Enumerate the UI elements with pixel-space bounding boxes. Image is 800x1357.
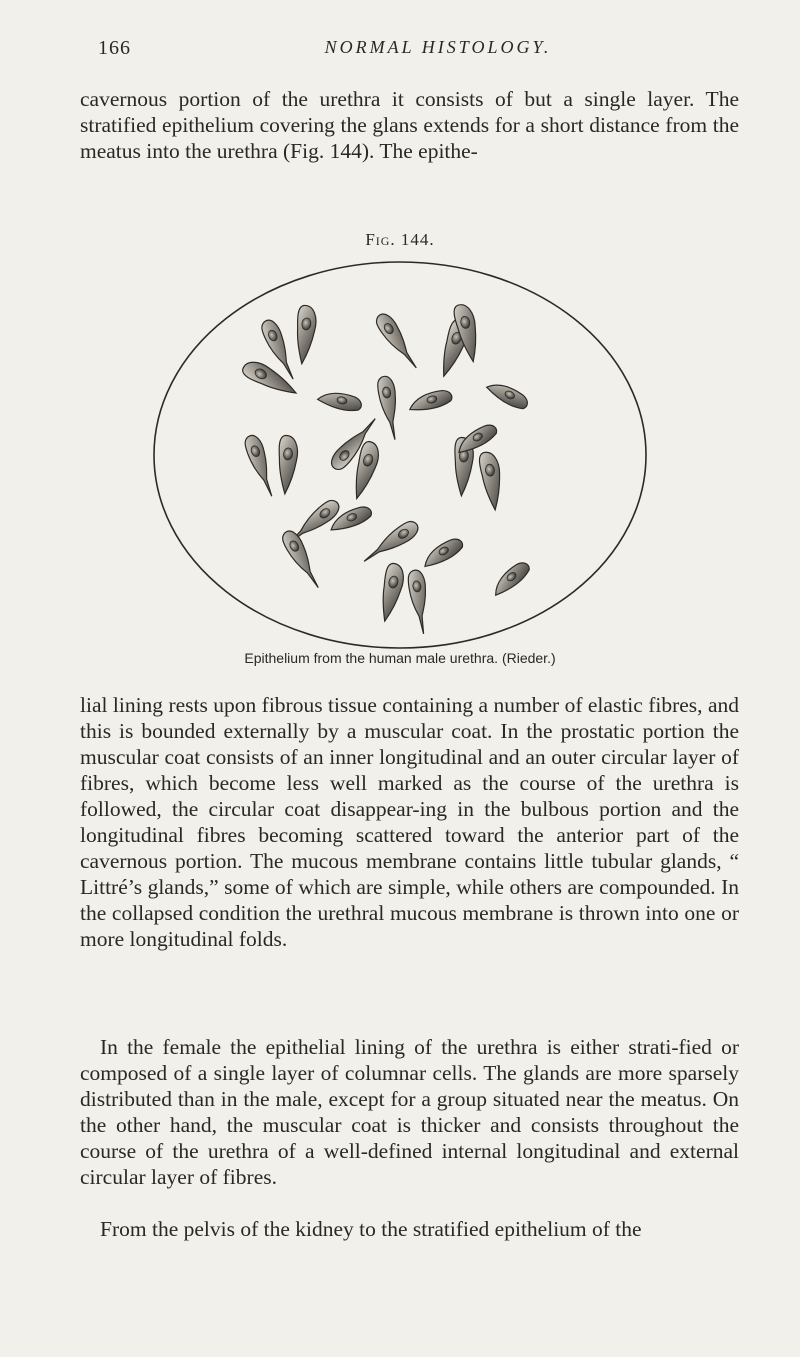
figure-caption: Epithelium from the human male urethra. (Rieder.) xyxy=(244,650,556,666)
paragraph-2: lial lining rests upon fibrous tissue containing a number of elastic fibres, and this is bounded externally by a muscular coat. In the prostatic portion the muscular coat consists of an inner longitudinal and an outer circular layer of fibres, which become less well marked as the course of the urethra is followed, the circular coat disappear-ing in the bulbous portion and the longitudinal fibres becoming scattered toward the anterior part of the cavernous portion. The mucous membrane contains little tubular glands, “ Littré’s glands,” some of which are simple, while others are compounded. In the collapsed condition the urethral mucous membrane is thrown into one or more longitudinal folds. xyxy=(80,693,739,951)
paragraph-1: cavernous portion of the urethra it consists of but a single layer. The stratified epithelium covering the glans extends for a short distance from the meatus into the urethra (Fig. 144). The epithe- xyxy=(80,87,739,163)
running-title: NORMAL HISTOLOGY. xyxy=(324,37,552,57)
page-number: 166 xyxy=(98,37,131,59)
figure-label: Fig. 144. xyxy=(365,230,435,249)
paragraph-3: In the female the epithelial lining of the urethra is either strati-fied or composed of a single layer of columnar cells. The glands are more sparsely distributed than in the male, except for a group situated near the meatus. On the other hand, the muscular coat is thicker and consists throughout the course of the urethra of a well-defined internal longitudinal and external circular layer of fibres. xyxy=(80,1035,739,1189)
figure-epithelium xyxy=(130,252,690,677)
epithelium-illustration xyxy=(130,252,690,652)
page-header xyxy=(98,37,738,67)
epithelial-cells xyxy=(240,303,532,635)
paragraph-4: From the pelvis of the kidney to the stratified epithelium of the xyxy=(100,1217,642,1241)
